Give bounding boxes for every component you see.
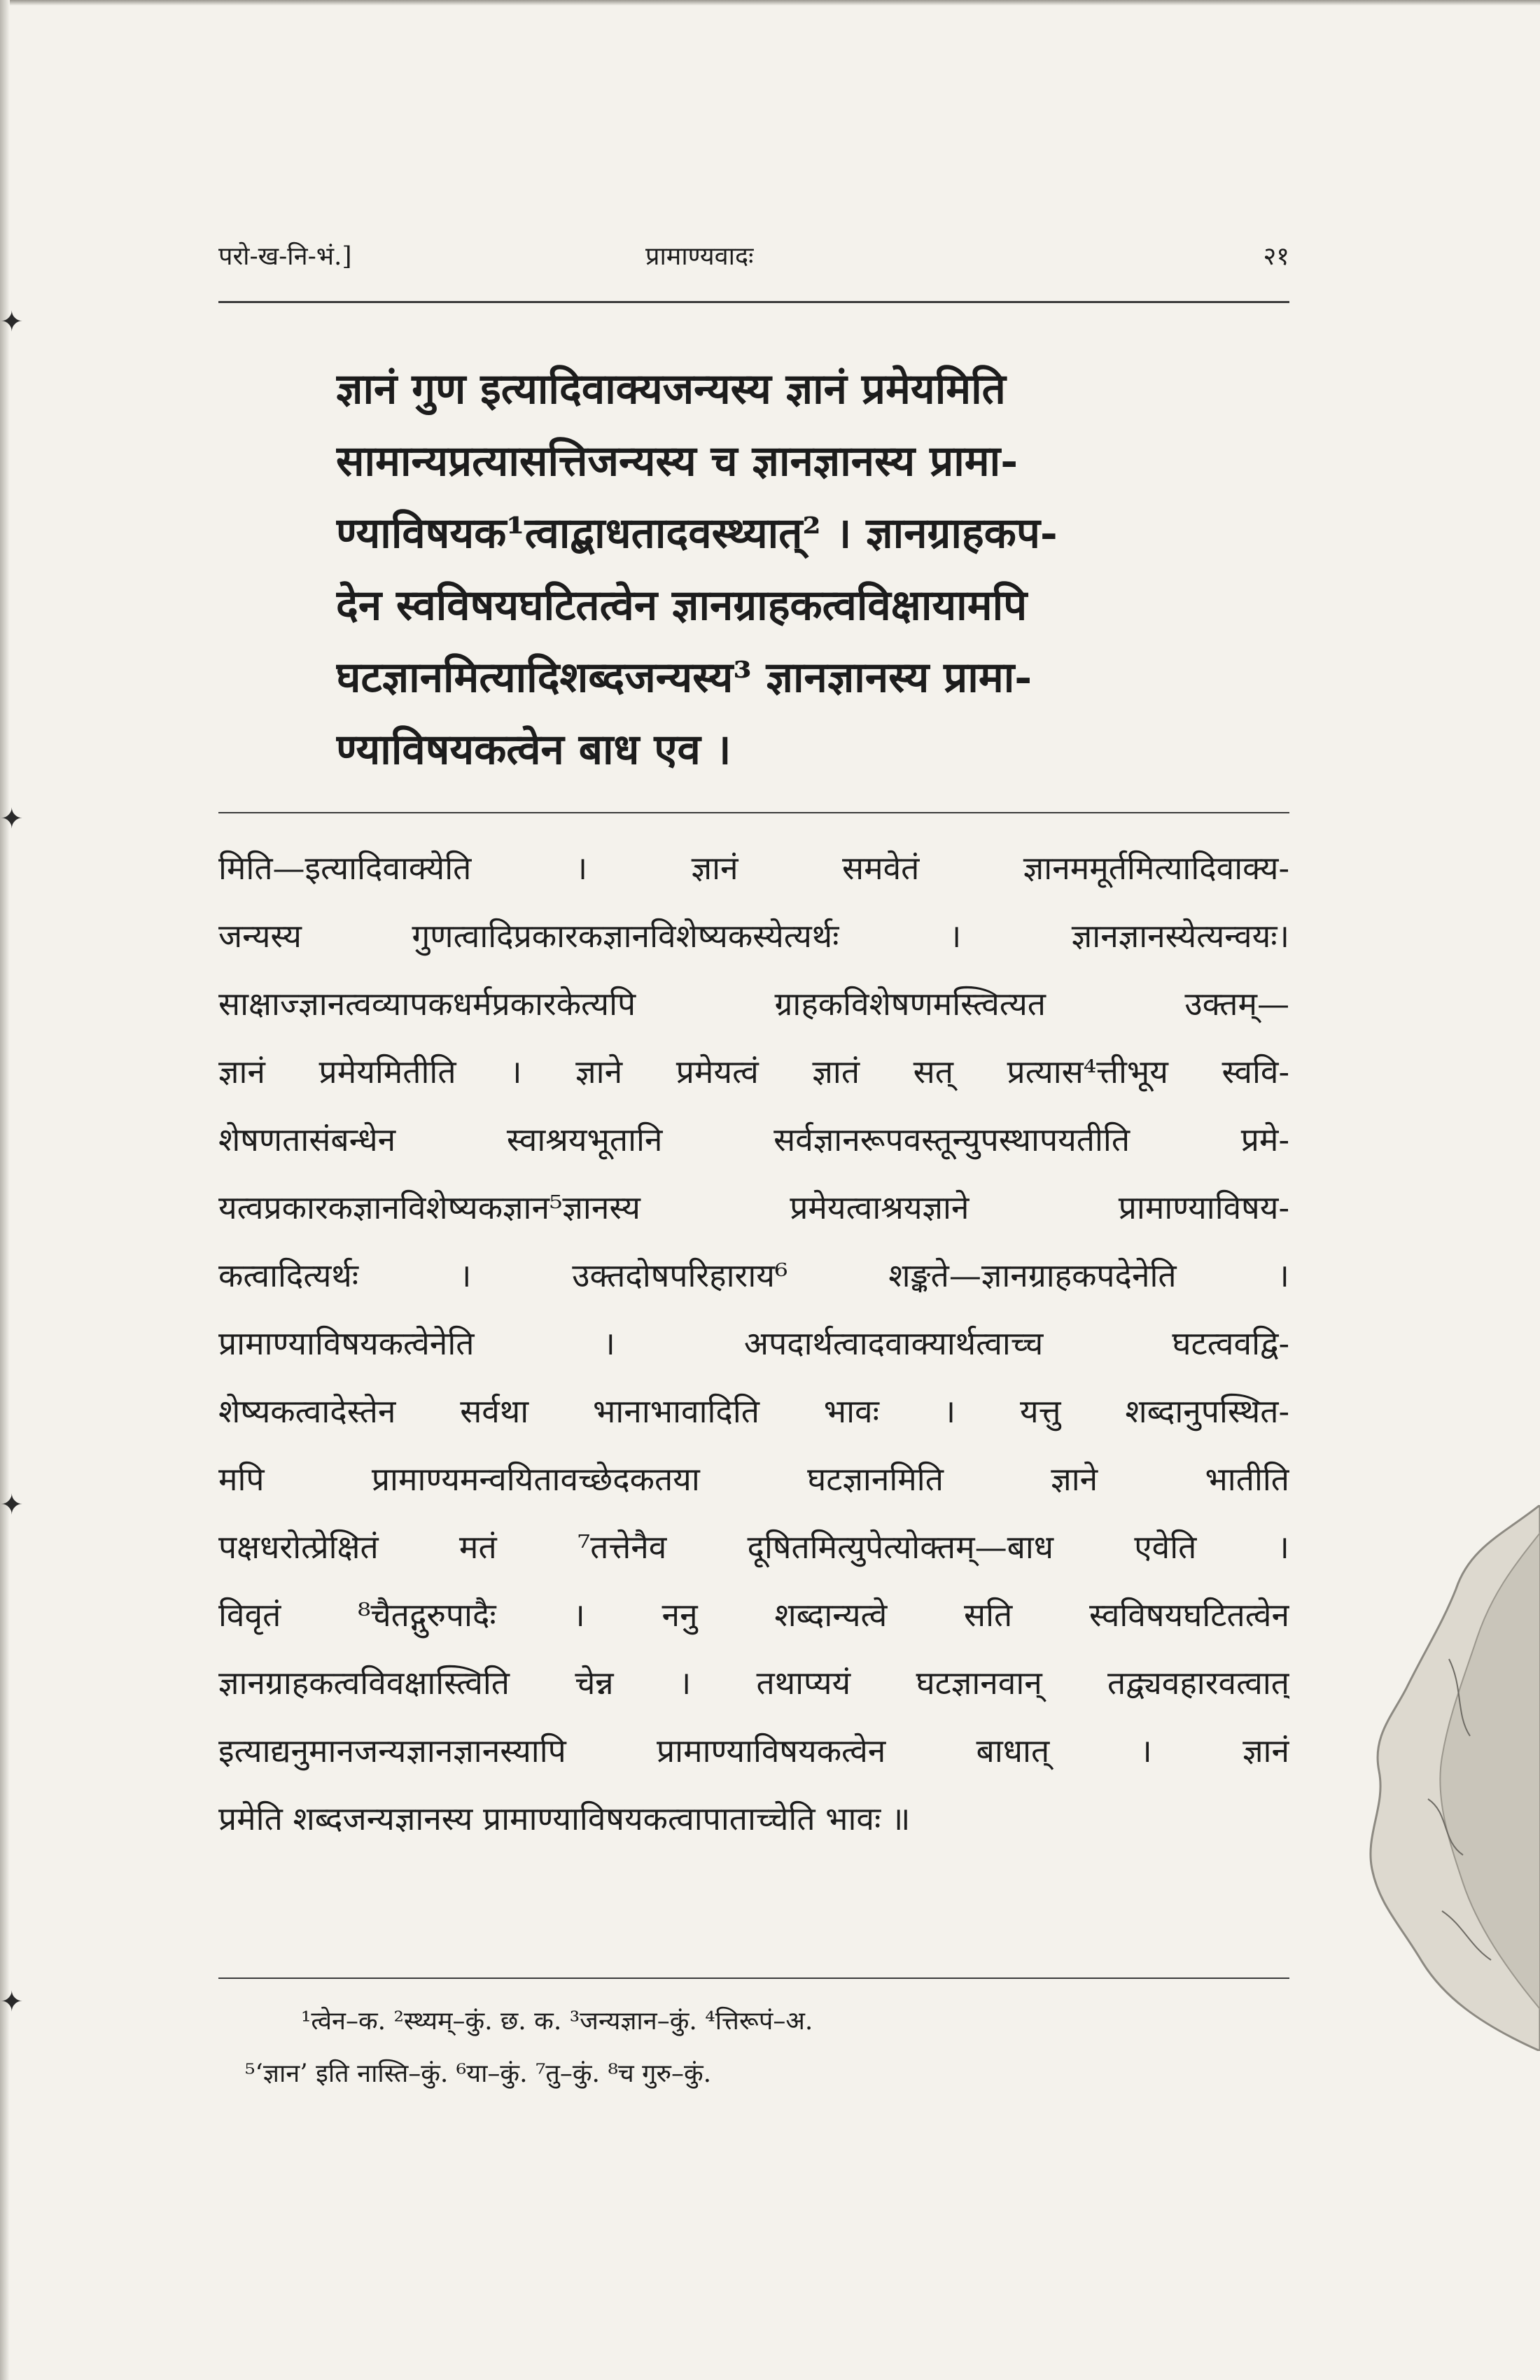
root-text-line: देन स्वविषयघटितत्वेन ज्ञानग्राहकत्वविक्षायामपि — [336, 581, 1028, 630]
footnotes-block — [245, 1995, 1288, 2100]
page-top-edge — [0, 0, 1540, 6]
commentary-line: प्रमेति शब्दजन्यज्ञानस्य प्रामाण्याविषयकत्वापाताच्चेति भावः ॥ — [218, 1800, 911, 1837]
commentary-line: पक्षधरोत्प्रेक्षितं मतं ⁷तत्तेनैव दूषितमित्युपेत्योक्तम्—बाध एवेति । — [218, 1528, 1289, 1566]
binding-mark: ✦ — [0, 803, 24, 835]
running-header — [218, 238, 1289, 280]
binding-mark: ✦ — [0, 1489, 24, 1521]
commentary-line: मिति—इत्यादिवाक्येति । ज्ञानं समवेतं ज्ञानममूर्तमित्यादिवाक्य- — [218, 849, 1289, 887]
commentary-line: प्रामाण्याविषयकत्वेनेति । अपदार्थत्वादवाक्यार्थत्वाच्च घटत्ववद्वि- — [218, 1324, 1289, 1362]
root-text-line: सामान्यप्रत्यासत्तिजन्यस्य च ज्ञानज्ञानस्य प्रामा- — [336, 437, 1018, 486]
footnote-line: ¹त्वेन–क. ²स्थ्यम्–कुं. छ. क. ³जन्यज्ञान–कुं. ⁴त्तिरूपं–अ. — [301, 2007, 813, 2036]
footnote-line: ⁵‘ज्ञान’ इति नास्ति–कुं. ⁶या–कुं. ⁷तु–कुं. ⁸च गुरु–कुं. — [245, 2059, 712, 2088]
commentary-line: शेष्यकत्वादेस्तेन सर्वथा भानाभावादिति भावः । यत्तु शब्दानुपस्थित- — [218, 1392, 1289, 1430]
root-text-line: ण्याविषयकत्वेन बाध एव । — [336, 725, 732, 774]
root-text-line: घटज्ञानमित्यादिशब्दजन्यस्य³ ज्ञानज्ञानस्य प्रामा- — [336, 653, 1032, 702]
header-rule — [218, 301, 1289, 303]
binding-mark: ✦ — [0, 1986, 24, 2018]
commentary-line: शेषणतासंबन्धेन स्वाश्रयभूतानि सर्वज्ञानरूपवस्तून्युपस्थापयतीति प्रमे- — [218, 1121, 1289, 1158]
commentary-line: ज्ञानं प्रमेयमितीति । ज्ञाने प्रमेयत्वं ज्ञातं सत् प्रत्यास⁴त्तीभूय स्ववि- — [218, 1053, 1289, 1091]
commentary-block — [218, 834, 1289, 1853]
root-text-line: ज्ञानं गुण इत्यादिवाक्यजन्यस्य ज्ञानं प्रमेयमिति — [336, 365, 1006, 414]
root-text-block — [336, 354, 1211, 786]
torn-page-damage — [1344, 1505, 1540, 2051]
binding-mark: ✦ — [0, 306, 24, 338]
commentary-line: ज्ञानग्राहकत्वविवक्षास्त्विति चेन्न । तथाप्ययं घटज्ञानवान् तद्व्यवहारवत्वात् — [218, 1664, 1289, 1702]
commentary-line: जन्यस्य गुणत्वादिप्रकारकज्ञानविशेष्यकस्येत्यर्थः । ज्ञानज्ञानस्येत्यन्वयः। — [218, 917, 1289, 955]
header-title: प्रामाण्यवादः — [645, 242, 754, 271]
commentary-line: विवृतं ⁸चैतद्गुरुपादैः । ननु शब्दान्यत्वे सति स्वविषयघटितत्वेन — [218, 1596, 1289, 1634]
commentary-line: इत्याद्यनुमानजन्यज्ञानज्ञानस्यापि प्रामाण्याविषयकत्वेन बाधात् । ज्ञानं — [218, 1732, 1289, 1770]
footnote-rule — [218, 1977, 1289, 1979]
page-left-edge — [0, 0, 10, 2380]
commentary-line: साक्षाज्ज्ञानत्वव्यापकधर्मप्रकारकेत्यपि ग्राहकविशेषणमस्त्वित्यत उक्तम्— — [218, 985, 1289, 1023]
section-divider — [218, 812, 1289, 813]
commentary-line: मपि प्रामाण्यमन्वयितावच्छेदकतया घटज्ञानमिति ज्ञाने भातीति — [218, 1460, 1289, 1498]
root-text-line: ण्याविषयक¹त्वाद्बाधतादवस्थ्यात्² । ज्ञानग्राहकप- — [336, 509, 1058, 558]
header-left-text: परो-ख-नि-भं.] — [218, 242, 352, 271]
page-number: २१ — [1263, 242, 1289, 271]
commentary-line: यत्वप्रकारकज्ञानविशेष्यकज्ञान⁵ज्ञानस्य प्रमेयत्वाश्रयज्ञाने प्रामाण्याविषय- — [218, 1189, 1289, 1226]
commentary-line: कत्वादित्यर्थः । उक्तदोषपरिहाराय⁶ शङ्कते—ज्ञानग्राहकपदेनेति । — [218, 1256, 1289, 1294]
